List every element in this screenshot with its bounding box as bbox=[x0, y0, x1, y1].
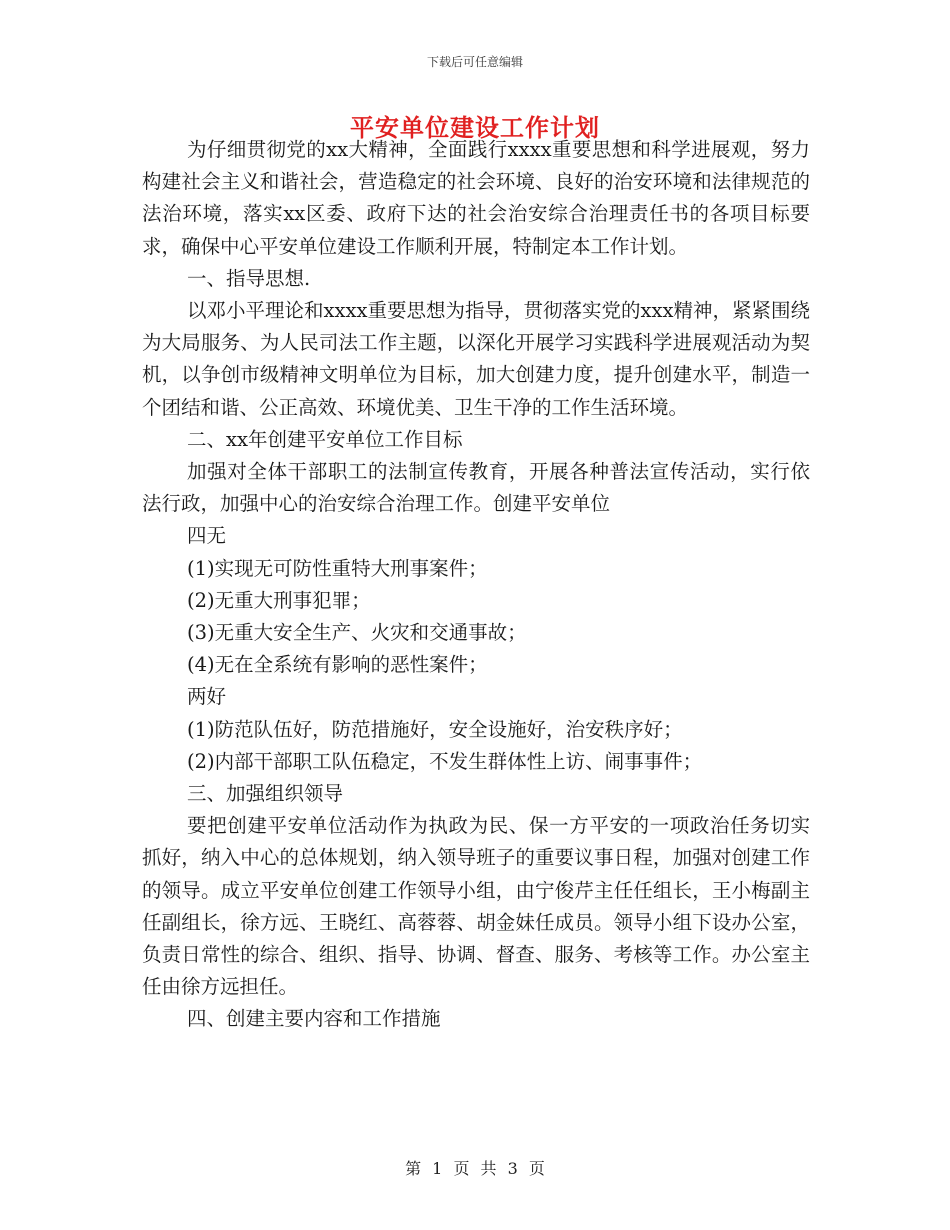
list-item: (4)无在全系统有影响的恶性案件； bbox=[187, 653, 488, 677]
document-title: 平安单位建设工作计划 bbox=[350, 113, 600, 142]
header-note: 下载后可任意编辑 bbox=[426, 55, 523, 69]
list-item: (1)防范队伍好，防范措施好，安全设施好，治安秩序好； bbox=[187, 717, 683, 741]
list-item: (1)实现无可防性重特大刑事案件； bbox=[187, 556, 488, 580]
goals-paragraph: 加强对全体干部职工的法制宣传教育，开展各种普法宣传活动，实行依法行政，加强中心的治安综合治理工作。创建平安单位 bbox=[142, 460, 810, 516]
list-item: (2)无重大刑事犯罪； bbox=[187, 588, 371, 612]
section-heading-goals: 二、xx年创建平安单位工作目标 bbox=[187, 427, 463, 451]
intro-paragraph: 为仔细贯彻党的xx大精神，全面践行xxxx重要思想和科学进展观，努力构建社会主义和谐社会，营造稳定的社会环境、良好的治安环境和法律规范的法治环境，落实xx区委、政府下达的社会治安综合治理责任书的各项目标要求，确保中心平安单位建设工作顺利开展，特制定本工作计划。 bbox=[142, 138, 810, 258]
section-heading-guiding-ideology: 一、指导思想. bbox=[187, 266, 311, 290]
leadership-paragraph: 要把创建平安单位活动作为执政为民、保一方平安的一项政治任务切实抓好，纳入中心的总体规划，纳入领导班子的重要议事日程，加强对创建工作的领导。成立平安单位创建工作领导小组，由宁俊芹主任任组长，王小梅副主任副组长，徐方远、王晓红、高蓉蓉、胡金妹任成员。领导小组下设办公室，负责日常性的综合、组织、指导、协调、督查、服务、考核等工作。办公室主任由徐方远担任。 bbox=[142, 814, 810, 999]
page-number: 第 1 页 共 3 页 bbox=[405, 1159, 545, 1178]
list-heading-four-nos: 四无 bbox=[187, 524, 227, 548]
list-item: (2)内部干部职工队伍稳定，不发生群体性上访、闹事事件； bbox=[187, 749, 703, 773]
list-heading-two-goods: 两好 bbox=[187, 685, 227, 709]
guiding-ideology-paragraph: 以邓小平理论和xxxx重要思想为指导，贯彻落实党的xxx精神，紧紧围绕为大局服务、为人民司法工作主题，以深化开展学习实践科学进展观活动为契机，以争创市级精神文明单位为目标，加大创建力度，提升创建水平，制造一个团结和谐、公正高效、环境优美、卫生干净的工作生活环境。 bbox=[142, 299, 810, 419]
document-body bbox=[142, 134, 810, 1036]
section-heading-leadership: 三、加强组织领导 bbox=[187, 782, 344, 806]
list-item: (3)无重大安全生产、火灾和交通事故； bbox=[187, 621, 527, 645]
section-heading-measures: 四、创建主要内容和工作措施 bbox=[187, 1007, 441, 1031]
